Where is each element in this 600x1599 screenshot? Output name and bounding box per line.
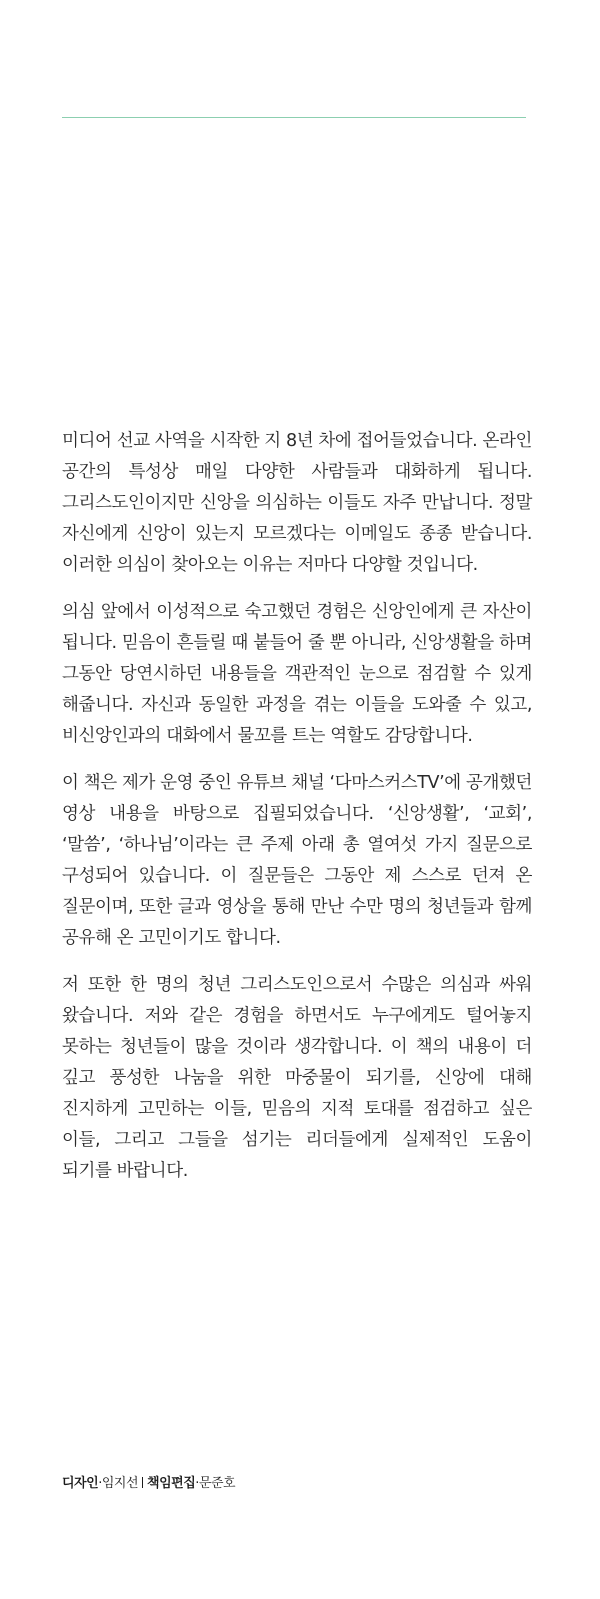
credits-separator	[142, 1477, 143, 1488]
credits	[62, 1472, 235, 1491]
paragraph-2: 의심 앞에서 이성적으로 숙고했던 경험은 신앙인에게 큰 자산이 됩니다. 믿음이 흔들릴 때 붙들어 줄 뿐 아니라, 신앙생활을 하며 그동안 당연시하던 내용들을 객관적인 눈으로 점검할 수 있게 해줍니다. 자신과 동일한 과정을 겪는 이들을 도와줄 수 있고, 비신앙인과의 대화에서 물꼬를 트는 역할도 감당합니다.	[62, 602, 532, 746]
editor-label: 책임편집	[147, 1476, 196, 1491]
editor-dot: ·	[195, 1476, 199, 1491]
main-text	[62, 426, 532, 1203]
design-dot: ·	[98, 1476, 102, 1491]
design-name: 임지선	[101, 1476, 139, 1491]
paragraph-4: 저 또한 한 명의 청년 그리스도인으로서 수많은 의심과 싸워 왔습니다. 저와 같은 경험을 하면서도 누구에게도 털어놓지 못하는 청년들이 많을 것이라 생각합니다. 이 책의 내용이 더 깊고 풍성한 나눔을 위한 마중물이 되기를, 신앙에 대해 진지하게 고민하는 이들, 믿음의 지적 토대를 점검하고 싶은 이들, 그리고 그들을 섬기는 리더들에게 실제적인 도움이 되기를 바랍니다.	[62, 975, 532, 1181]
top-divider	[62, 117, 526, 118]
paragraph-3: 이 책은 제가 운영 중인 유튜브 채널 ‘다마스커스TV’에 공개했던 영상 내용을 바탕으로 집필되었습니다. ‘신앙생활’, ‘교회’, ‘말씀’, ‘하나님’이라는 큰 주제 아래 총 열여섯 가지 질문으로 구성되어 있습니다. 이 질문들은 그동안 제 스스로 던져 온 질문이며, 또한 글과 영상을 통해 만난 수만 명의 청년들과 함께 공유해 온 고민이기도 합니다.	[62, 773, 532, 948]
editor-name: 문준호	[198, 1476, 236, 1491]
design-label: 디자인	[62, 1476, 99, 1491]
paragraph-1: 미디어 선교 사역을 시작한 지 8년 차에 접어들었습니다. 온라인 공간의 특성상 매일 다양한 사람들과 대화하게 됩니다. 그리스도인이지만 신앙을 의심하는 이들도 자주 만납니다. 정말 자신에게 신앙이 있는지 모르겠다는 이메일도 종종 받습니다. 이러한 의심이 찾아오는 이유는 저마다 다양할 것입니다.	[62, 431, 532, 575]
